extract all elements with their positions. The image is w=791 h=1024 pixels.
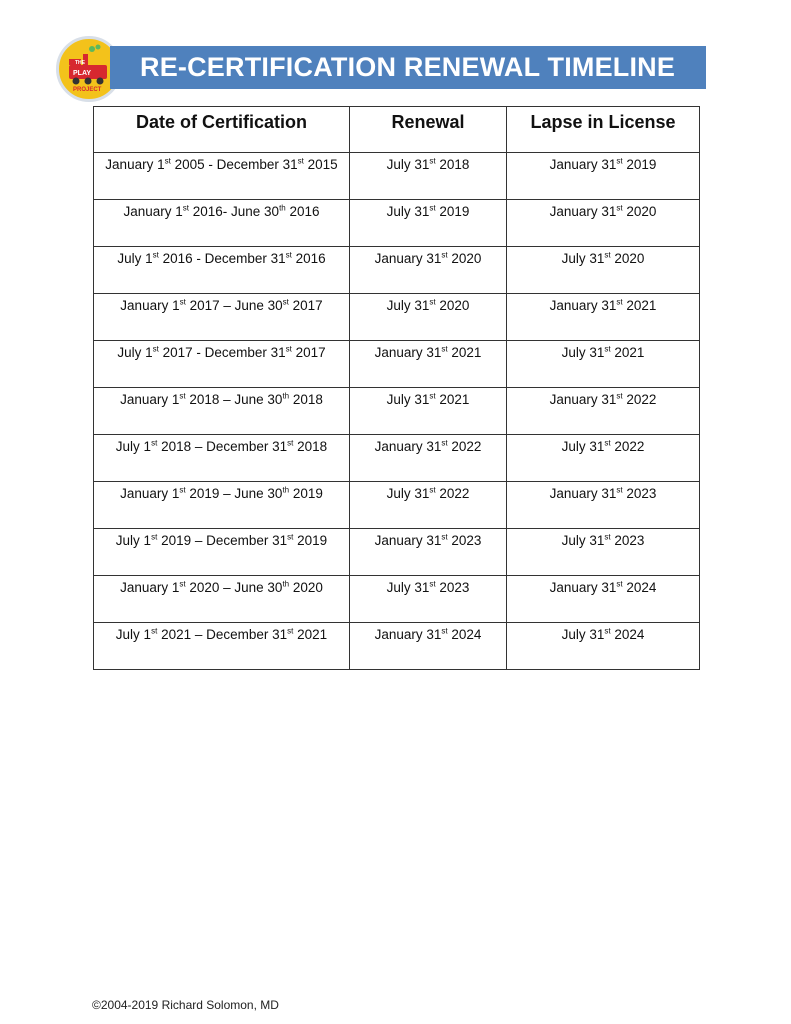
logo-text-word: PLAY: [73, 70, 92, 77]
certification-date-cell: January 1st 2018 – June 30th 2018: [94, 388, 350, 435]
renewal-date-cell: July 31st 2018: [350, 153, 507, 200]
certification-date-cell: July 1st 2021 – December 31st 2021: [94, 623, 350, 670]
logo-text-top: THE: [75, 60, 85, 66]
lapse-date-cell: January 31st 2023: [507, 482, 700, 529]
table-row: [94, 247, 700, 294]
lapse-date-cell: July 31st 2021: [507, 341, 700, 388]
logo-text-bottom: PROJECT: [73, 87, 102, 93]
column-header-date-of-certification: Date of Certification: [94, 107, 350, 153]
table-body: [94, 153, 700, 670]
renewal-date-cell: July 31st 2022: [350, 482, 507, 529]
renewal-date-cell: January 31st 2020: [350, 247, 507, 294]
certification-date-cell: July 1st 2018 – December 31st 2018: [94, 435, 350, 482]
certification-date-cell: January 1st 2005 - December 31st 2015: [94, 153, 350, 200]
certification-date-cell: July 1st 2016 - December 31st 2016: [94, 247, 350, 294]
table-row: [94, 388, 700, 435]
copyright-footer: ©2004-2019 Richard Solomon, MD: [92, 998, 279, 1012]
lapse-date-cell: July 31st 2022: [507, 435, 700, 482]
lapse-date-cell: July 31st 2024: [507, 623, 700, 670]
column-header-lapse-in-license: Lapse in License: [507, 107, 700, 153]
renewal-date-cell: January 31st 2024: [350, 623, 507, 670]
table-row: [94, 200, 700, 247]
renewal-date-cell: January 31st 2021: [350, 341, 507, 388]
certification-date-cell: January 1st 2020 – June 30th 2020: [94, 576, 350, 623]
renewal-date-cell: January 31st 2023: [350, 529, 507, 576]
renewal-timeline-table: [93, 106, 700, 670]
certification-date-cell: July 1st 2019 – December 31st 2019: [94, 529, 350, 576]
table-row: [94, 482, 700, 529]
table-row: [94, 576, 700, 623]
table-row: [94, 623, 700, 670]
lapse-date-cell: July 31st 2023: [507, 529, 700, 576]
certification-date-cell: January 1st 2016- June 30th 2016: [94, 200, 350, 247]
table-row: [94, 153, 700, 200]
table-row: [94, 435, 700, 482]
renewal-date-cell: January 31st 2022: [350, 435, 507, 482]
renewal-date-cell: July 31st 2021: [350, 388, 507, 435]
renewal-date-cell: July 31st 2020: [350, 294, 507, 341]
renewal-date-cell: July 31st 2019: [350, 200, 507, 247]
certification-date-cell: January 1st 2019 – June 30th 2019: [94, 482, 350, 529]
page-title: RE-CERTIFICATION RENEWAL TIMELINE: [110, 46, 706, 89]
lapse-date-cell: January 31st 2022: [507, 388, 700, 435]
lapse-date-cell: July 31st 2020: [507, 247, 700, 294]
table-row: [94, 341, 700, 388]
table-row: [94, 294, 700, 341]
certification-date-cell: January 1st 2017 – June 30st 2017: [94, 294, 350, 341]
lapse-date-cell: January 31st 2021: [507, 294, 700, 341]
renewal-date-cell: July 31st 2023: [350, 576, 507, 623]
table-header-row: [94, 107, 700, 153]
table-row: [94, 529, 700, 576]
column-header-renewal: Renewal: [350, 107, 507, 153]
lapse-date-cell: January 31st 2019: [507, 153, 700, 200]
lapse-date-cell: January 31st 2024: [507, 576, 700, 623]
certification-date-cell: July 1st 2017 - December 31st 2017: [94, 341, 350, 388]
lapse-date-cell: January 31st 2020: [507, 200, 700, 247]
